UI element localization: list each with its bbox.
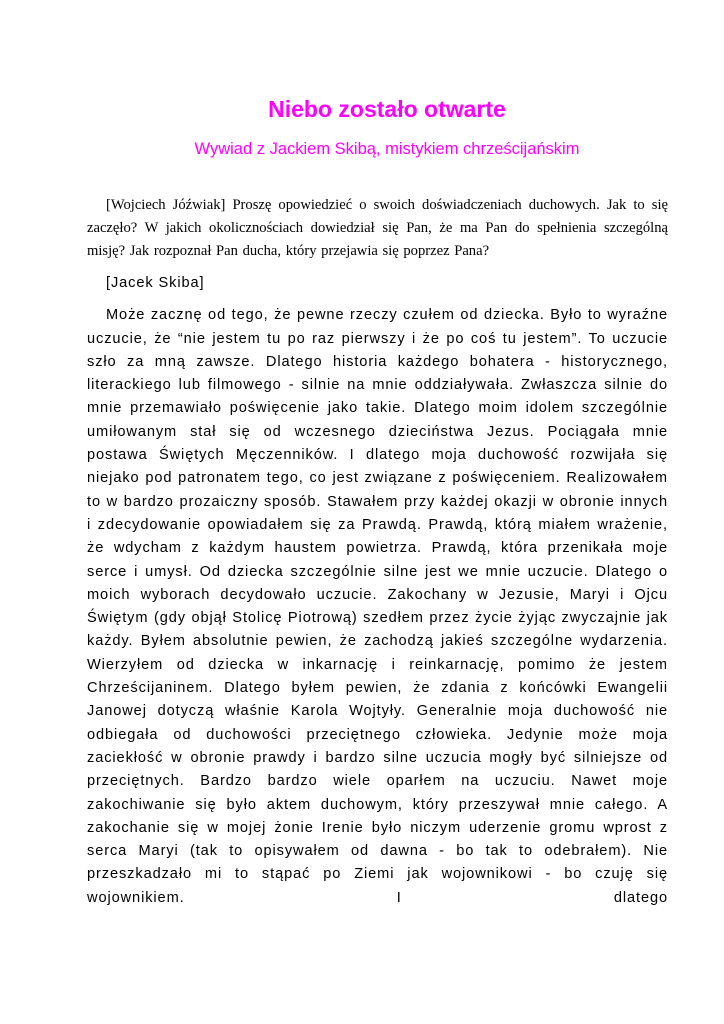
interview-question: [Wojciech Jóźwiak] Proszę opowiedzieć o swoich doświadczeniach duchowych. Jak to się zaczęło? W jakich okolicznościach dowiedział się Pan, że ma Pan do spełnienia szczególną misję? Jak rozpoznał Pan ducha, który przejawia się poprzez Pana? xyxy=(87,197,668,259)
document-subtitle: Wywiad z Jackiem Skibą, mistykiem chrześcijańskim xyxy=(194,140,580,158)
document-title: Niebo zostało otwarte xyxy=(268,96,506,122)
interview-answer: Może zacznę od tego, że pewne rzeczy czułem od dziecka. Było to wyraźne uczucie, że “nie jestem tu po raz pierwszy i że po coś tu jestem”. To uczucie szło za mną zawsze. Dlatego historia każdego bohatera - historycznego, literackiego lub filmowego - silnie na mnie oddziaływała. Zwłaszcza silnie do mnie przemawiało poświęcenie jako takie. Dlatego moim idolem szczególnie umiłowanym stał się od wczesnego dzieciństwa Jezus. Pociągała mnie postawa Świętych Męczenników. I dlatego moja duchowość rozwijała się niejako pod patronatem tego, co jest związane z poświęceniem. Realizowałem to w bardzo prozaiczny sposób. Stawałem przy każdej okazji w obronie innych i zdecydowanie opowiadałem się za Prawdą. Prawdą, którą miałem wrażenie, że wdycham z każdym haustem powietrza. Prawdą, która przenikała moje serce i umysł. Od dziecka szczególnie silne jest we mnie uczucie. Dlatego o moich wyborach decydowało uczucie. Zakochany w Jezusie, Maryi i Ojcu Świętym (gdy objął Stolicę Piotrową) szedłem przez życie żyjąc zwyczajnie jak każdy. Byłem absolutnie pewien, że zachodzą jakieś szczególne wydarzenia. Wierzyłem od dziecka w inkarnację i reinkarnację, pomimo że jestem Chrześcijaninem. Dlatego byłem pewien, że zdania z końcówki Ewangelii Janowej dotyczą właśnie Karola Wojtyły. Generalnie moja duchowość nie odbiegała od duchowości przeciętnego człowieka. Jedynie może moja zaciekłość w obronie prawdy i bardzo silne uczucia mogły być silniejsze od przeciętnych. Bardzo bardzo wiele oparłem na uczuciu. Nawet moje zakochiwanie się było aktem duchowym, który przeszywał mnie całego. A zakochanie się w mojej żonie Irenie było niczym uderzenie gromu wprost z serca Maryi (tak to opisywałem od dawna - bo tak to odebrałem). Nie przeszkadzało mi to stąpać po Ziemi jak wojownikowi - bo czuję się wojownikiem. I dlatego xyxy=(87,307,668,906)
document-body xyxy=(87,194,668,919)
speaker-label: [Jacek Skiba] xyxy=(106,275,205,291)
